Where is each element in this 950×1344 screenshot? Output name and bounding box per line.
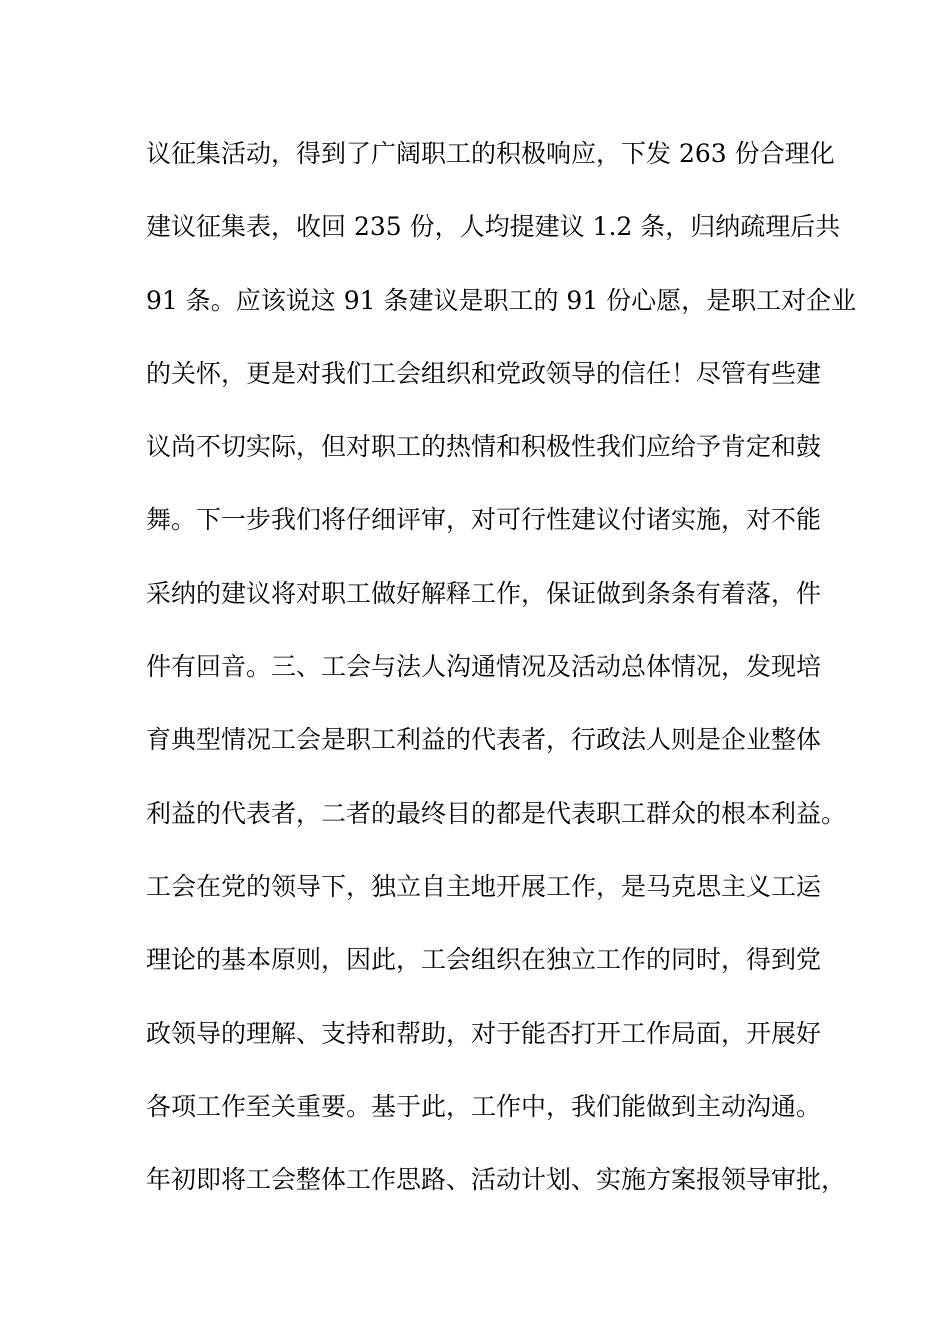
text-line: 议尚不切实际，但对职工的热情和积极性我们应给予肯定和鼓 bbox=[146, 432, 822, 462]
text-line: 育典型情况工会是职工利益的代表者，行政法人则是企业整体 bbox=[146, 725, 822, 755]
text-line: 工会在党的领导下，独立自主地开展工作，是马克思主义工运 bbox=[146, 871, 822, 901]
text-line: 的关怀，更是对我们工会组织和党政领导的信任！尽管有些建 bbox=[146, 358, 822, 388]
text-line: 利益的代表者，二者的最终目的都是代表职工群众的根本利益。 bbox=[146, 798, 847, 828]
text-line: 采纳的建议将对职工做好解释工作，保证做到条条有着落，件 bbox=[146, 578, 822, 608]
text-line: 91 条。应该说这 91 条建议是职工的 91 份心愿，是职工对企业 bbox=[146, 285, 857, 315]
text-line: 年初即将工会整体工作思路、活动计划、实施方案报领导审批， bbox=[146, 1165, 847, 1195]
text-line: 议征集活动，得到了广阔职工的积极响应，下发 263 份合理化 bbox=[146, 139, 835, 168]
text-line: 政领导的理解、支持和帮助，对于能否打开工作局面，开展好 bbox=[146, 1018, 822, 1048]
text-line: 各项工作至关重要。基于此，工作中，我们能做到主动沟通。 bbox=[146, 1091, 822, 1121]
body-text bbox=[146, 131, 857, 1230]
text-line: 理论的基本原则，因此，工会组织在独立工作的同时，得到党 bbox=[146, 945, 822, 975]
text-line: 件有回音。三、工会与法人沟通情况及活动总体情况，发现培 bbox=[146, 652, 822, 682]
text-line: 建议征集表，收回 235 份，人均提建议 1.2 条，归纳疏理后共 bbox=[146, 212, 841, 242]
text-line: 舞。下一步我们将仔细评审，对可行性建议付诸实施，对不能 bbox=[146, 505, 822, 535]
